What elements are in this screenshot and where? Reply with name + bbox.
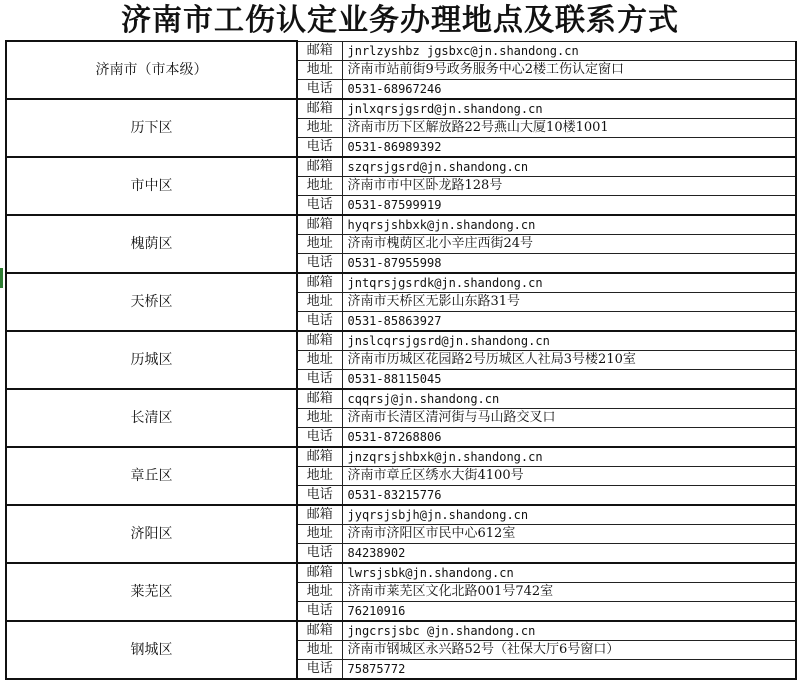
address-value: 济南市槐荫区北小辛庄西街24号	[342, 234, 796, 253]
email-value: jyqrsjsbjh@jn.shandong.cn	[342, 505, 796, 525]
address-value: 济南市历城区花园路2号历城区人社局3号楼210室	[342, 350, 796, 369]
phone-value: 0531-87955998	[342, 253, 796, 273]
phone-value: 76210916	[342, 601, 796, 621]
address-label: 地址	[297, 60, 342, 79]
address-label: 地址	[297, 176, 342, 195]
address-value: 济南市钢城区永兴路52号（社保大厅6号窗口）	[342, 640, 796, 659]
email-label: 邮箱	[297, 389, 342, 409]
address-value: 济南市历下区解放路22号燕山大厦10楼1001	[342, 118, 796, 137]
district-name: 历下区	[6, 99, 297, 157]
office-row-email	[6, 99, 796, 119]
email-value: hyqrsjshbxk@jn.shandong.cn	[342, 215, 796, 235]
phone-label: 电话	[297, 543, 342, 563]
address-label: 地址	[297, 582, 342, 601]
district-name: 章丘区	[6, 447, 297, 505]
district-name: 莱芜区	[6, 563, 297, 621]
phone-value: 0531-85863927	[342, 311, 796, 331]
email-label: 邮箱	[297, 215, 342, 235]
email-label: 邮箱	[297, 99, 342, 119]
email-label: 邮箱	[297, 563, 342, 583]
page-title: 济南市工伤认定业务办理地点及联系方式	[121, 3, 679, 38]
office-row-email	[6, 621, 796, 641]
phone-label: 电话	[297, 369, 342, 389]
email-label: 邮箱	[297, 505, 342, 525]
phone-label: 电话	[297, 427, 342, 447]
phone-value: 0531-87599919	[342, 195, 796, 215]
address-label: 地址	[297, 292, 342, 311]
address-value: 济南市市中区卧龙路128号	[342, 176, 796, 195]
phone-label: 电话	[297, 79, 342, 99]
contact-table	[5, 40, 797, 680]
address-value: 济南市长清区清河街与马山路交叉口	[342, 408, 796, 427]
office-row-email	[6, 389, 796, 409]
district-name: 历城区	[6, 331, 297, 389]
phone-value: 0531-83215776	[342, 485, 796, 505]
office-row-email	[6, 447, 796, 467]
address-label: 地址	[297, 118, 342, 137]
phone-value: 0531-68967246	[342, 79, 796, 99]
phone-label: 电话	[297, 253, 342, 273]
email-label: 邮箱	[297, 41, 342, 60]
address-value: 济南市站前街9号政务服务中心2楼工伤认定窗口	[342, 60, 796, 79]
email-label: 邮箱	[297, 621, 342, 641]
email-label: 邮箱	[297, 273, 342, 293]
email-value: szqrsjgsrd@jn.shandong.cn	[342, 157, 796, 177]
phone-value: 0531-88115045	[342, 369, 796, 389]
district-name: 济南市（市本级）	[6, 41, 297, 99]
address-value: 济南市济阳区市民中心612室	[342, 524, 796, 543]
address-value: 济南市莱芜区文化北路001号742室	[342, 582, 796, 601]
email-label: 邮箱	[297, 447, 342, 467]
grid-edge-marker	[0, 268, 3, 288]
office-row-email	[6, 215, 796, 235]
phone-label: 电话	[297, 311, 342, 331]
email-label: 邮箱	[297, 331, 342, 351]
address-label: 地址	[297, 640, 342, 659]
address-label: 地址	[297, 234, 342, 253]
office-row-email	[6, 157, 796, 177]
district-name: 市中区	[6, 157, 297, 215]
district-name: 钢城区	[6, 621, 297, 679]
office-row-email	[6, 505, 796, 525]
address-label: 地址	[297, 524, 342, 543]
email-value: jntqrsjgsrdk@jn.shandong.cn	[342, 273, 796, 293]
email-value: jnzqrsjshbxk@jn.shandong.cn	[342, 447, 796, 467]
phone-value: 0531-87268806	[342, 427, 796, 447]
address-label: 地址	[297, 350, 342, 369]
office-row-email	[6, 41, 796, 60]
district-name: 长清区	[6, 389, 297, 447]
email-value: jnslcqrsjgsrd@jn.shandong.cn	[342, 331, 796, 351]
office-row-email	[6, 563, 796, 583]
phone-label: 电话	[297, 485, 342, 505]
address-label: 地址	[297, 466, 342, 485]
address-value: 济南市章丘区绣水大街4100号	[342, 466, 796, 485]
email-value: jnrlzyshbz jgsbxc@jn.shandong.cn	[342, 41, 796, 60]
phone-label: 电话	[297, 601, 342, 621]
address-value: 济南市天桥区无影山东路31号	[342, 292, 796, 311]
email-value: jnlxqrsjgsrd@jn.shandong.cn	[342, 99, 796, 119]
phone-value: 84238902	[342, 543, 796, 563]
office-row-email	[6, 331, 796, 351]
email-value: jngcrsjsbc @jn.shandong.cn	[342, 621, 796, 641]
email-value: cqqrsj@jn.shandong.cn	[342, 389, 796, 409]
phone-label: 电话	[297, 659, 342, 679]
phone-label: 电话	[297, 195, 342, 215]
district-name: 济阳区	[6, 505, 297, 563]
phone-label: 电话	[297, 137, 342, 157]
address-label: 地址	[297, 408, 342, 427]
district-name: 天桥区	[6, 273, 297, 331]
phone-value: 75875772	[342, 659, 796, 679]
office-row-email	[6, 273, 796, 293]
phone-value: 0531-86989392	[342, 137, 796, 157]
email-value: lwrsjsbk@jn.shandong.cn	[342, 563, 796, 583]
district-name: 槐荫区	[6, 215, 297, 273]
email-label: 邮箱	[297, 157, 342, 177]
